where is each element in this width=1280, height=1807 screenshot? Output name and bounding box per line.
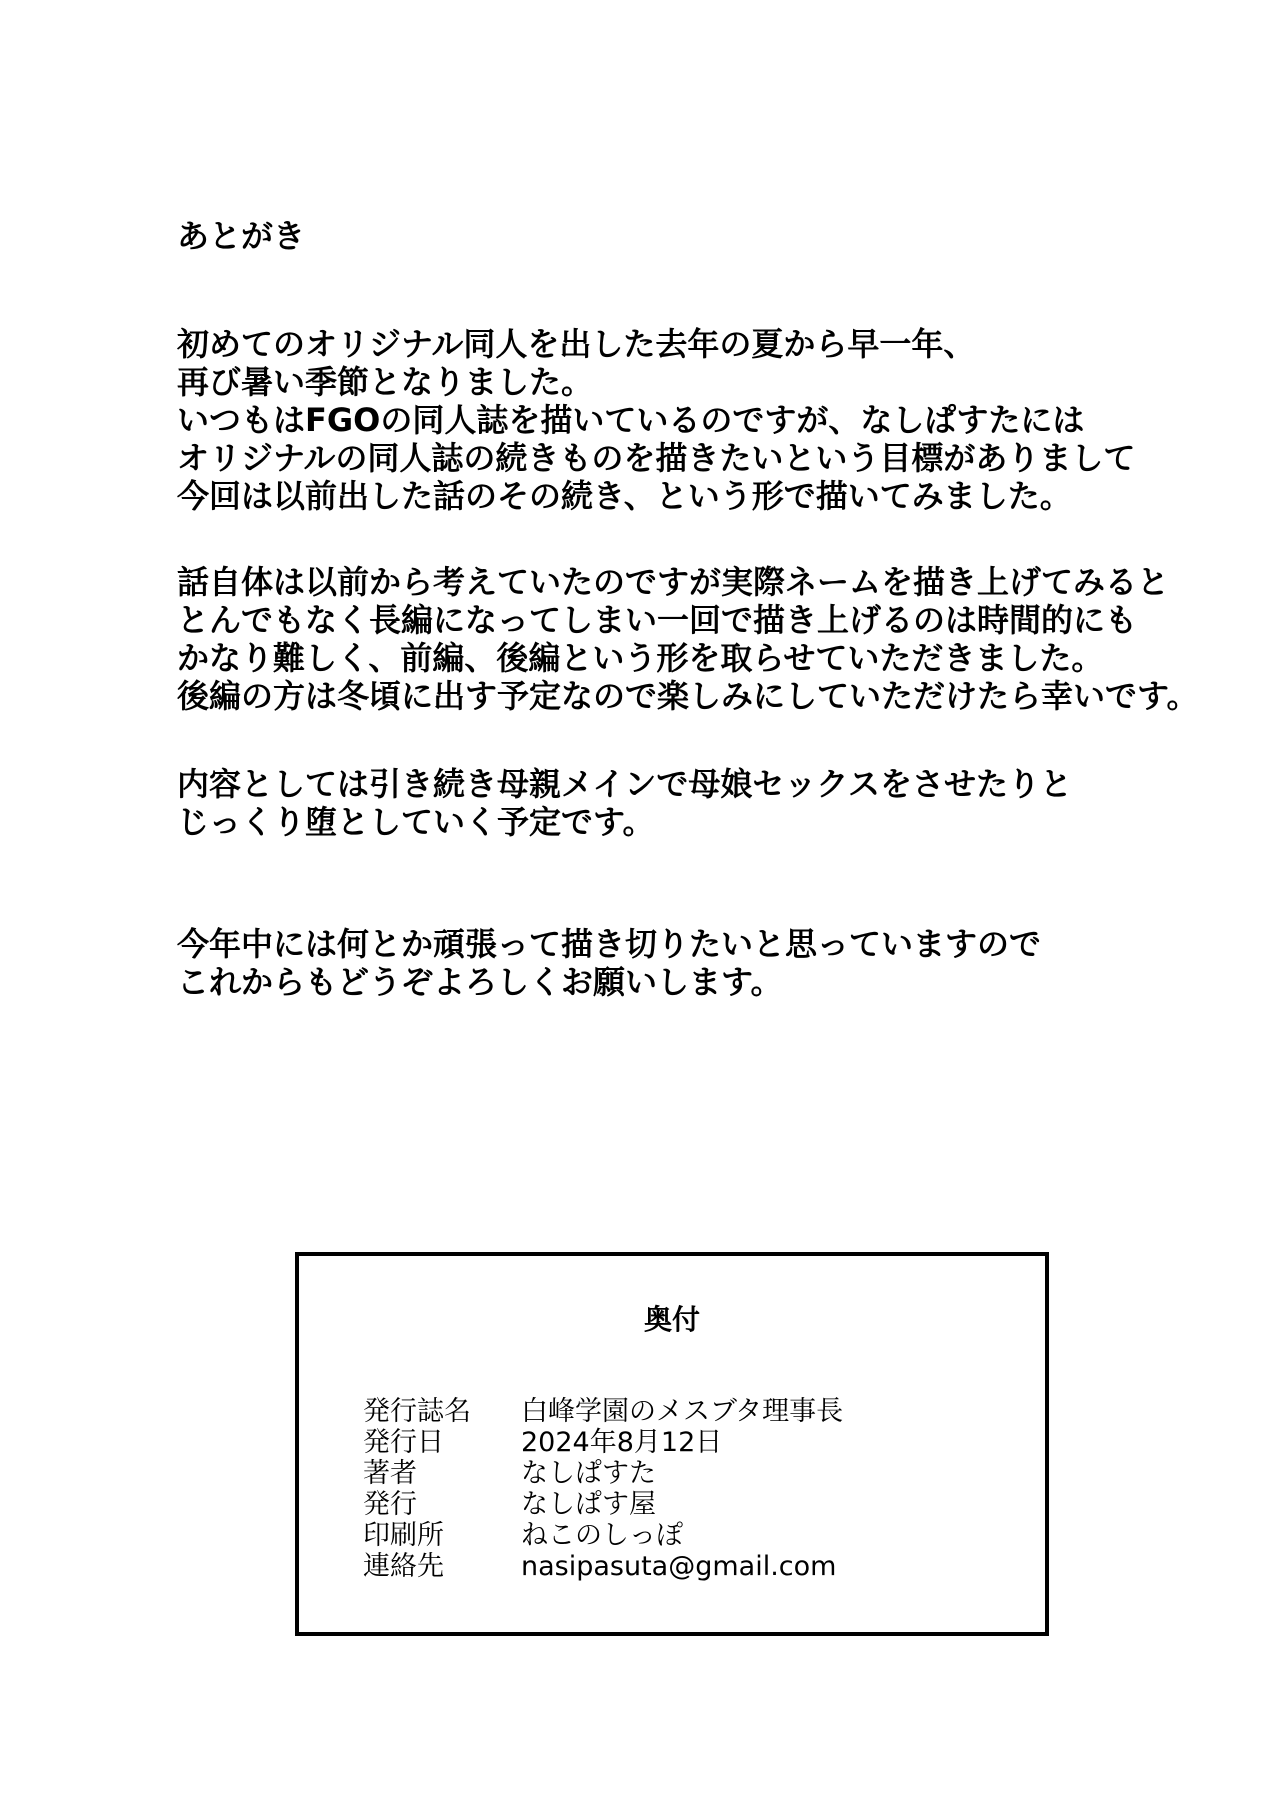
- afterword-paragraph-3: [177, 765, 1237, 841]
- colophon-value: なしぱすた: [521, 1458, 656, 1489]
- colophon-value: ねこのしっぽ: [521, 1520, 683, 1551]
- colophon-key: 発行誌名: [363, 1396, 471, 1427]
- colophon-value: 2024年8月12日: [521, 1427, 723, 1458]
- colophon-key: 発行: [363, 1489, 417, 1520]
- afterword-heading: あとがき: [177, 217, 306, 255]
- afterword-paragraph-1: [177, 325, 1237, 515]
- colophon-value: なしぱす屋: [521, 1489, 656, 1520]
- colophon-row-printer: [363, 1520, 843, 1551]
- colophon-table: [363, 1396, 843, 1582]
- colophon-row-date: [363, 1427, 843, 1458]
- colophon-row-title: [363, 1396, 843, 1427]
- afterword-line: じっくり堕としていく予定です。: [177, 803, 655, 841]
- colophon-box: [295, 1252, 1049, 1636]
- afterword-line: 初めてのオリジナル同人を出した去年の夏から早一年、: [177, 325, 976, 363]
- colophon-row-author: [363, 1458, 843, 1489]
- afterword-line: かなり難しく、前編、後編という形を取らせていただきました。: [177, 639, 1104, 677]
- afterword-paragraph-2: [177, 563, 1237, 715]
- paragraph-spacer: [177, 841, 1237, 925]
- colophon-value: 白峰学園のメスブタ理事長: [521, 1396, 844, 1427]
- colophon-row-publisher: [363, 1489, 843, 1520]
- afterword-line: 後編の方は冬頃に出す予定なので楽しみにしていただけたら幸いです。: [177, 677, 1199, 715]
- colophon-key: 著者: [363, 1458, 417, 1489]
- colophon-key: 発行日: [363, 1427, 444, 1458]
- colophon-key: 印刷所: [363, 1520, 444, 1551]
- colophon-key: 連絡先: [363, 1551, 444, 1582]
- afterword-line: 話自体は以前から考えていたのですが実際ネームを描き上げてみると: [177, 563, 1170, 601]
- afterword-line: これからもどうぞよろしくお願いします。: [177, 963, 783, 1001]
- afterword-line: いつもはFGOの同人誌を描いているのですが、なしぱすたには: [177, 401, 1085, 439]
- colophon-value: nasipasuta@gmail.com: [521, 1551, 837, 1582]
- colophon-title: 奥付: [643, 1303, 700, 1336]
- afterword-body: [177, 325, 1237, 1001]
- afterword-line: 内容としては引き続き母親メインで母娘セックスをさせたりと: [177, 765, 1073, 803]
- paragraph-spacer: [177, 715, 1237, 765]
- paragraph-spacer: [177, 515, 1237, 563]
- colophon-row-contact: [363, 1551, 843, 1582]
- afterword-line: オリジナルの同人誌の続きものを描きたいという目標がありまして: [177, 439, 1136, 477]
- afterword-line: 今年中には何とか頑張って描き切りたいと思っていますので: [177, 925, 1042, 963]
- afterword-line: 今回は以前出した話のその続き、という形で描いてみました。: [177, 477, 1072, 515]
- afterword-line: 再び暑い季節となりました。: [177, 363, 594, 401]
- afterword-line: とんでもなく長編になってしまい一回で描き上げるのは時間的にも: [177, 601, 1138, 639]
- afterword-paragraph-4: [177, 925, 1237, 1001]
